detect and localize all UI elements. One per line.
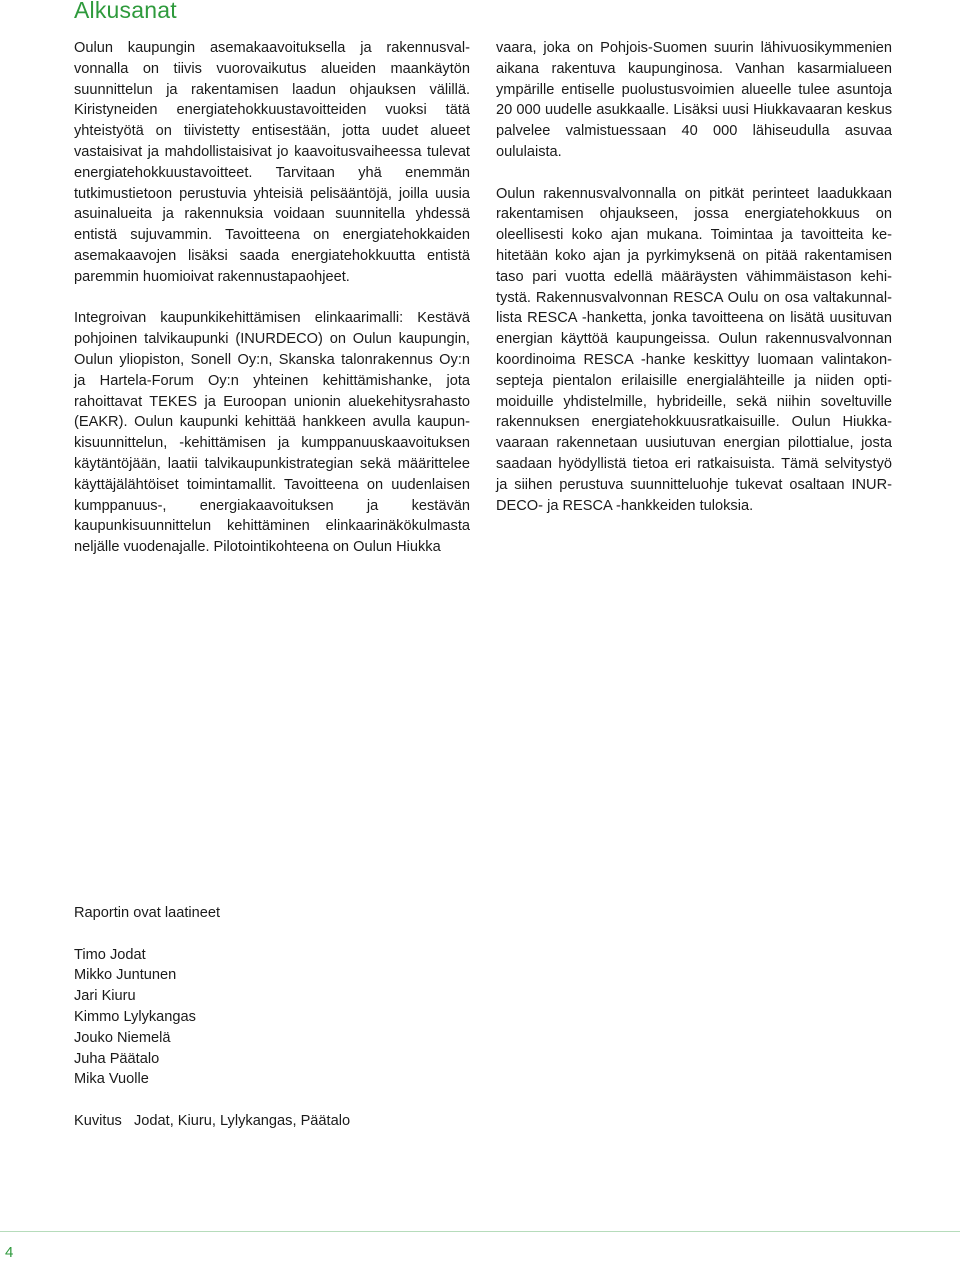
illustrations-label: Kuvitus bbox=[74, 1113, 122, 1130]
author-name: Mika Vuolle bbox=[74, 1071, 149, 1088]
paragraph: Integroivan kaupunkikehittämisen elinkaarimalli: Kestävä pohjoinen talvikaupunki (INURDECO) on Oulun kaupungin, Oulun yliopiston, Sonell Oy:n, Skanska talonrakennus Oy:n ja Hartela-Forum Oy:n yhteinen kehittämishanke, jota rahoittavat TEKES ja Euroopan unionin aluekehitysrahasto (EAKR). Oulun kaupunki kehittää hankkeen avulla kaupunkisuunnittelun, -kehittämisen ja kumppanuuskaavoituksen käytäntöjään, laatii talvikaupunkistrategian sekä määrittelee käyttäjälähtöiset toimintamallit. Tavoitteena on uudenlaisen kumppanuus-, energiakaavoituksen ja kestävän kaupunkisuunnittelun kehittäminen elinkaarinäkökulmasta neljälle vuodenajalle. Pilotointikohteena on Oulun Hiukka bbox=[74, 310, 470, 556]
author-name: Juha Päätalo bbox=[74, 1050, 160, 1067]
right-column bbox=[496, 38, 892, 537]
author-list bbox=[74, 945, 350, 1091]
credits-block bbox=[74, 903, 350, 1132]
left-column bbox=[74, 38, 470, 579]
illustrations-credit bbox=[74, 1111, 350, 1132]
author-name: Jari Kiuru bbox=[74, 988, 136, 1005]
author-name: Mikko Juntunen bbox=[74, 967, 177, 984]
illustrations-value: Jodat, Kiuru, Lylykangas, Päätalo bbox=[134, 1113, 351, 1130]
paragraph: vaara, joka on Pohjois-Suomen suurin lähivuosikymmenien aikana rakentuva kaupunginosa. Vanhan kasarmialueen ympärille entiselle puolustusvoimien alueelle tulee asuntoja 20 000 uudelle asukkaalle. Lisäksi uusi Hiukkavaaran keskus palvelee valmistuessaan 40 000 lähiseudulla asuvaa oululaista. bbox=[496, 40, 892, 160]
credits-title: Raportin ovat laatineet bbox=[74, 905, 221, 921]
page-title: Alkusanat bbox=[74, 0, 177, 23]
paragraph: Oulun kaupungin asemakaavoituksella ja rakennusvalvonnalla on tiivis vuorovaikutus alueiden maankäytön suunnittelun ja rakentamisen laadun ohjauksen välillä. Kiristyneiden energiatehokkuustavoitteiden vuoksi tätä yhteistyötä on tiivistetty entisestään, jotta uudet alueet vastaisivat ja mahdollistaisivat jo kaavoitusvaiheessa tulevat energiatehokkuustavoitteet. Tarvitaan yhä enemmän tutkimustietoon perustuvia yhteisiä pelisääntöjä, joilla uusia asuinalueita ja rakennuksia voidaan suunnitella yhdessä entistä sujuvammin. Tavoitteena on energiatehokkaiden asemakaavojen lisäksi saada energiatehokkuutta entistä paremmin huomioivat rakennustapaohjeet. bbox=[74, 40, 470, 285]
author-name: Jouko Niemelä bbox=[74, 1029, 171, 1046]
footer-divider bbox=[0, 1231, 960, 1232]
author-name: Kimmo Lylykangas bbox=[74, 1008, 196, 1025]
page-number: 4 bbox=[5, 1244, 14, 1261]
author-name: Timo Jodat bbox=[74, 946, 146, 963]
paragraph: Oulun rakennusvalvonnalla on pitkät perinteet laadukkaan rakentamisen ohjaukseen, jossa energiatehokkuus on oleellisesti koko ajan mukana. Toimintaa ja tavoitteita kehitetään koko ajan ja pyrkimyksenä on pitää rakentamisen taso pari vuotta edellä määräysten vähimmäistason kehitystä. Rakennusvalvonnan RESCA Oulu on osa valtakunnallista RESCA -hanketta, jonka tavoitteena on lisätä uusituvan energian käyttöä kaupungeissa. Oulun rakennusvalvonnan koordinoima RESCA -hanke keskittyy luomaan valintakonsepteja pientalon erilaisille energialähteille ja niiden optimoiduille yhdistelmille, hybrideille, sekä niihin soveltuville rakennuksen energiatehokkuusratkaisuille. Oulun Hiukkavaaraan rakennetaan uusiutuvan energian pilottialue, josta saadaan hyödyllistä tietoa eri ratkaisuista. Tämä selvitystyö ja siihen perustuva suunnitteluohje tukevat osaltaan INURDECO- ja RESCA -hankkeiden tuloksia. bbox=[496, 185, 892, 514]
